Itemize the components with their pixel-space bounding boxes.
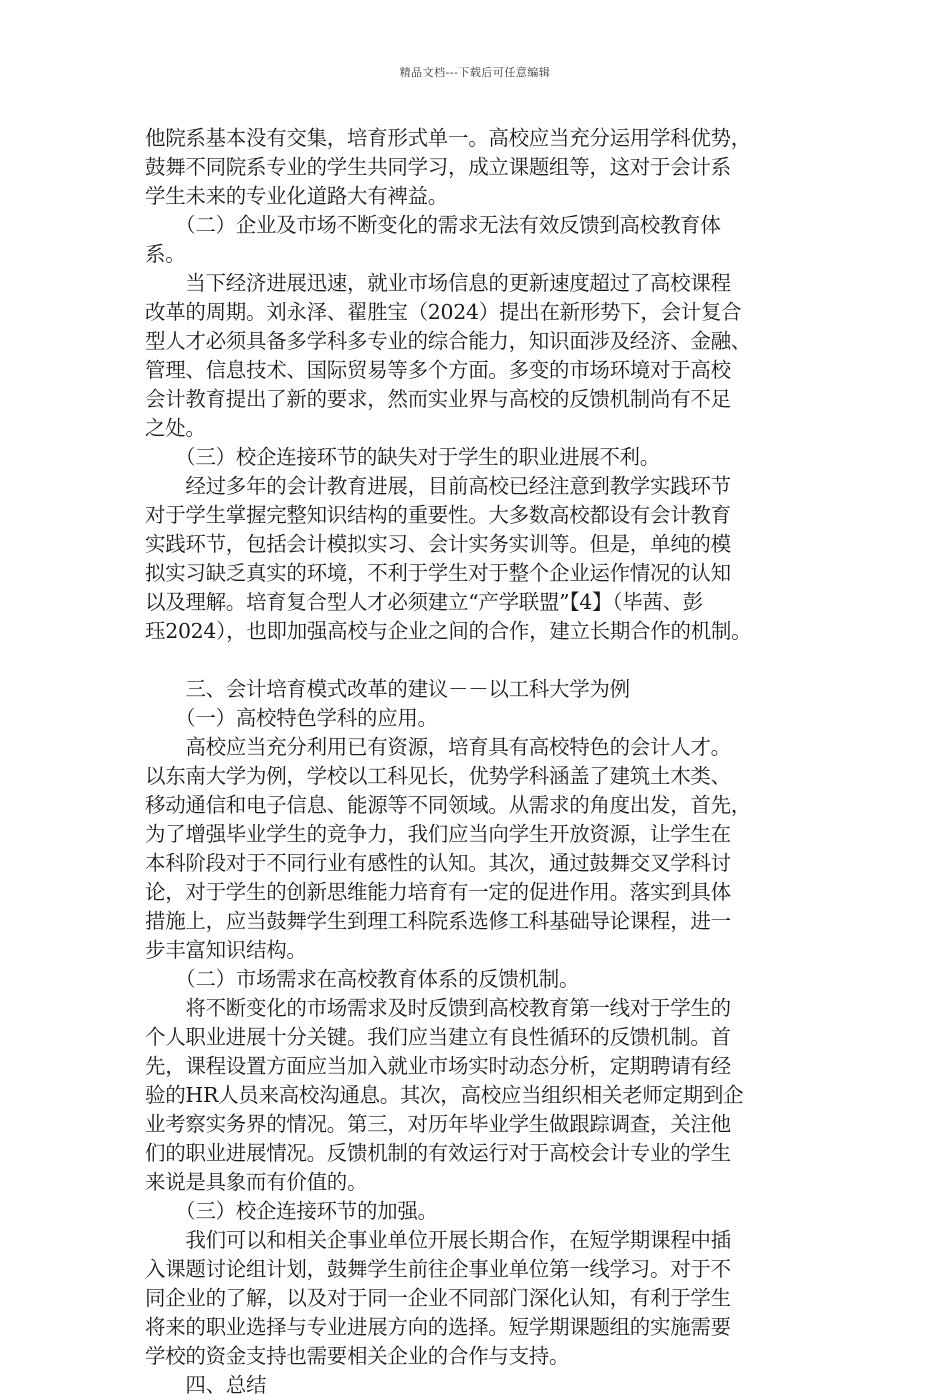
text-line: （三）校企连接环节的缺失对于学生的职业进展不利。: [145, 445, 660, 469]
text-line: 对于学生掌握完整知识结构的重要性。大多数高校都设有会计教育: [145, 503, 731, 527]
text-line: 高校应当充分利用已有资源，培育具有高校特色的会计人才。: [145, 735, 731, 759]
text-line: 论，对于学生的创新思维能力培育有一定的促进作用。落实到具体: [145, 880, 731, 904]
text-line: 们的职业进展情况。反馈机制的有效运行对于高校会计专业的学生: [145, 1141, 731, 1165]
text-line: 个人职业进展十分关键。我们应当建立有良性循环的反馈机制。首: [145, 1025, 731, 1049]
text-line: 步丰富知识结构。: [145, 938, 307, 962]
text-line: 我们可以和相关企事业单位开展长期合作，在短学期课程中插: [145, 1228, 731, 1252]
text-line: 学生未来的专业化道路大有裨益。: [145, 184, 448, 208]
text-line: 之处。: [145, 416, 206, 440]
text-line: 将不断变化的市场需求及时反馈到高校教育第一线对于学生的: [145, 996, 731, 1020]
text-line: 为了增强毕业学生的竞争力，我们应当向学生开放资源，让学生在: [145, 822, 731, 846]
text-line: （二）企业及市场不断变化的需求无法有效反馈到高校教育体: [145, 213, 721, 237]
text-line: （二）市场需求在高校教育体系的反馈机制。: [145, 967, 580, 991]
text-line: 移动通信和电子信息、能源等不同领域。从需求的角度出发，首先，: [145, 793, 751, 817]
text-line: 三、会计培育模式改革的建议－－以工科大学为例: [145, 677, 630, 701]
blank-line: [145, 646, 811, 675]
text-line: 会计教育提出了新的要求，然而实业界与高校的反馈机制尚有不足: [145, 387, 731, 411]
text-line: 来说是具象而有价值的。: [145, 1170, 368, 1194]
text-line: 他院系基本没有交集，培育形式单一。高校应当充分运用学科优势，: [145, 126, 751, 150]
text-line: 改革的周期。刘永泽、翟胜宝（2024）提出在新形势下，会计复合: [145, 300, 742, 324]
document-body: [145, 124, 811, 1400]
text-line: 拟实习缺乏真实的环境，不利于学生对于整个企业运作情况的认知: [145, 561, 731, 585]
text-line: 鼓舞不同院系专业的学生共同学习，成立课题组等，这对于会计系: [145, 155, 731, 179]
text-line: 实践环节，包括会计模拟实习、会计实务实训等。但是，单纯的模: [145, 532, 731, 556]
text-line: 验的HR人员来高校沟通息。其次，高校应当组织相关老师定期到企: [145, 1083, 744, 1107]
page-header: 精品文档---下载后可任意编辑: [399, 66, 551, 79]
text-line: 当下经济进展迅速，就业市场信息的更新速度超过了高校课程: [145, 271, 731, 295]
text-line: 入课题讨论组计划，鼓舞学生前往企事业单位第一线学习。对于不: [145, 1257, 731, 1281]
text-line: 先，课程设置方面应当加入就业市场实时动态分析，定期聘请有经: [145, 1054, 731, 1078]
text-line: 系。: [145, 242, 186, 266]
text-line: 四、总结: [145, 1373, 267, 1397]
text-line: 本科阶段对于不同行业有感性的认知。其次，通过鼓舞交叉学科讨: [145, 851, 731, 875]
text-line: 型人才必须具备多学科多专业的综合能力，知识面涉及经济、金融、: [145, 329, 751, 353]
text-line: 经过多年的会计教育进展，目前高校已经注意到教学实践环节: [145, 474, 731, 498]
text-line: 措施上，应当鼓舞学生到理工科院系选修工科基础导论课程，进一: [145, 909, 731, 933]
text-line: 业考察实务界的情况。第三，对历年毕业学生做跟踪调查，关注他: [145, 1112, 731, 1136]
text-line: 学校的资金支持也需要相关企业的合作与支持。: [145, 1344, 570, 1368]
text-line: （一）高校特色学科的应用。: [145, 706, 438, 730]
text-line: 以东南大学为例，学校以工科见长，优势学科涵盖了建筑土木类、: [145, 764, 731, 788]
text-line: 将来的职业选择与专业进展方向的选择。短学期课题组的实施需要: [145, 1315, 731, 1339]
text-line: （三）校企连接环节的加强。: [145, 1199, 438, 1223]
text-line: 管理、信息技术、国际贸易等多个方面。多变的市场环境对于高校: [145, 358, 731, 382]
text-line: 以及理解。培育复合型人才必须建立“产学联盟”【4】（毕茜、彭: [145, 590, 704, 614]
text-line: 珏2024），也即加强高校与企业之间的合作，建立长期合作的机制。: [145, 619, 752, 643]
text-line: 同企业的了解，以及对于同一企业不同部门深化认知，有利于学生: [145, 1286, 731, 1310]
